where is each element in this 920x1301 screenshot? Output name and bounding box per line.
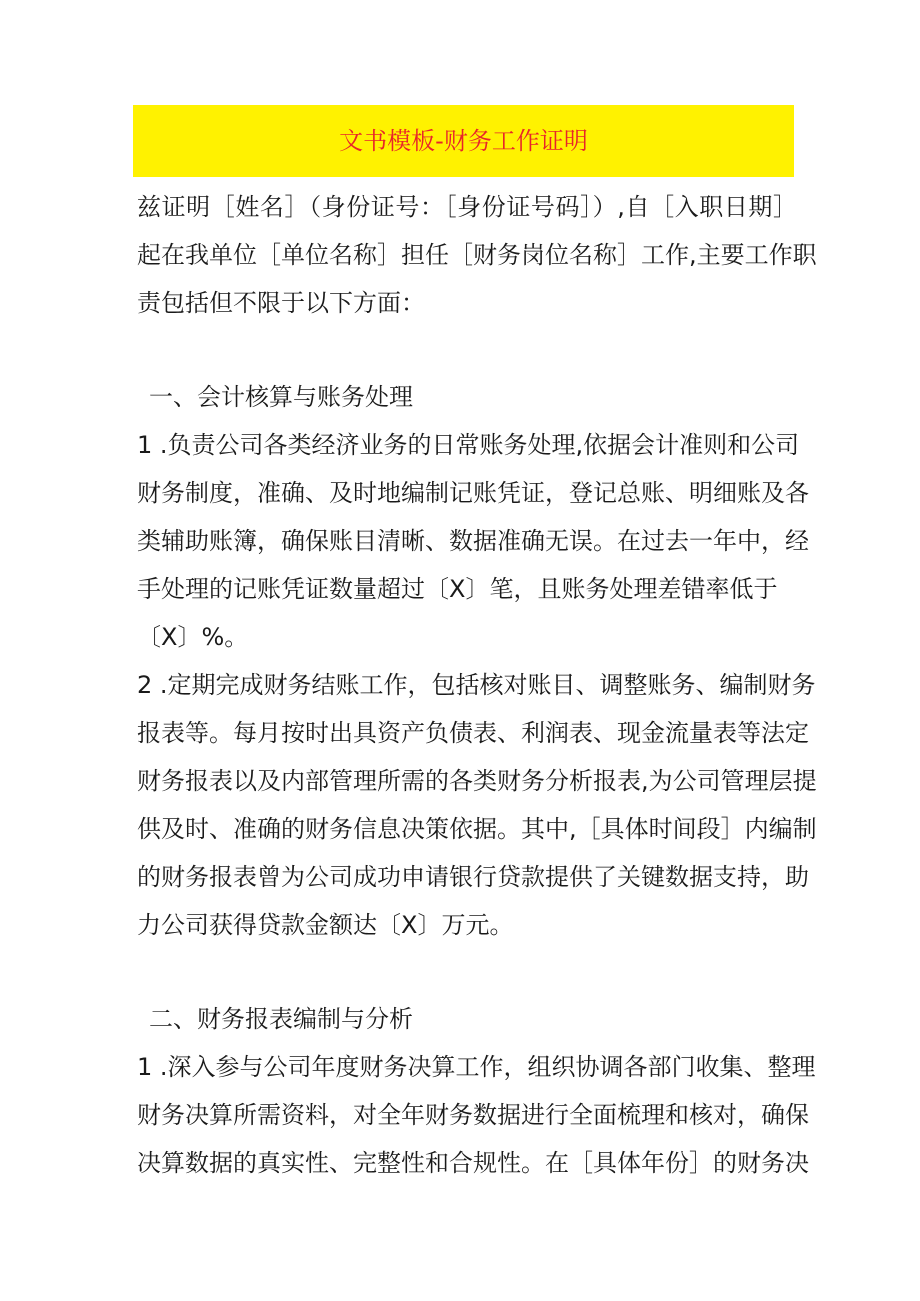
paragraph-line: 报表等。每月按时出具资产负债表、利润表、现金流量表等法定	[137, 719, 809, 747]
section-1-item-1	[137, 421, 809, 661]
document-body	[137, 183, 817, 1187]
section-heading: 二、财务报表编制与分析	[149, 1005, 413, 1033]
paragraph-line: 供及时、准确的财务信息决策依据。其中,［具体时间段］内编制	[137, 815, 817, 843]
paragraph-line: 〔X〕%。	[137, 623, 249, 651]
intro-line: 责包括但不限于以下方面：	[137, 289, 425, 317]
section-heading: 一、会计核算与账务处理	[149, 383, 413, 411]
paragraph-line: 力公司获得贷款金额达〔X〕万元。	[137, 911, 514, 939]
paragraph-line: 2 .定期完成财务结账工作，包括核对账目、调整账务、编制财务	[137, 671, 816, 699]
section-1-item-2	[137, 661, 817, 949]
section-1	[137, 373, 817, 949]
spacer	[137, 949, 797, 995]
paragraph-line: 决算数据的真实性、完整性和合规性。在［具体年份］的财务决	[137, 1149, 809, 1177]
document-title: 文书模板-财务工作证明	[339, 127, 588, 155]
paragraph-line: 手处理的记账凭证数量超过〔X〕笔，且账务处理差错率低于	[137, 575, 778, 603]
paragraph-line: 类辅助账簿，确保账目清晰、数据准确无误。在过去一年中，经	[137, 527, 809, 555]
paragraph-line: 财务报表以及内部管理所需的各类财务分析报表,为公司管理层提	[137, 767, 817, 795]
paragraph-line: 1 .负责公司各类经济业务的日常账务处理,依据会计准则和公司	[137, 431, 800, 459]
spacer	[137, 327, 797, 373]
title-banner	[133, 105, 794, 177]
intro-line: 起在我单位［单位名称］担任［财务岗位名称］工作,主要工作职	[137, 241, 817, 269]
paragraph-line: 财务决算所需资料，对全年财务数据进行全面梳理和核对，确保	[137, 1101, 809, 1129]
paragraph-line: 的财务报表曾为公司成功申请银行贷款提供了关键数据支持，助	[137, 863, 809, 891]
intro-line: 兹证明［姓名］（身份证号：［身份证号码］）,自［入职日期］	[137, 193, 797, 221]
section-2	[137, 995, 816, 1187]
section-2-item-1	[137, 1043, 816, 1187]
intro-paragraph	[137, 183, 817, 327]
paragraph-line: 1 .深入参与公司年度财务决算工作，组织协调各部门收集、整理	[137, 1053, 816, 1081]
paragraph-line: 财务制度，准确、及时地编制记账凭证，登记总账、明细账及各	[137, 479, 809, 507]
